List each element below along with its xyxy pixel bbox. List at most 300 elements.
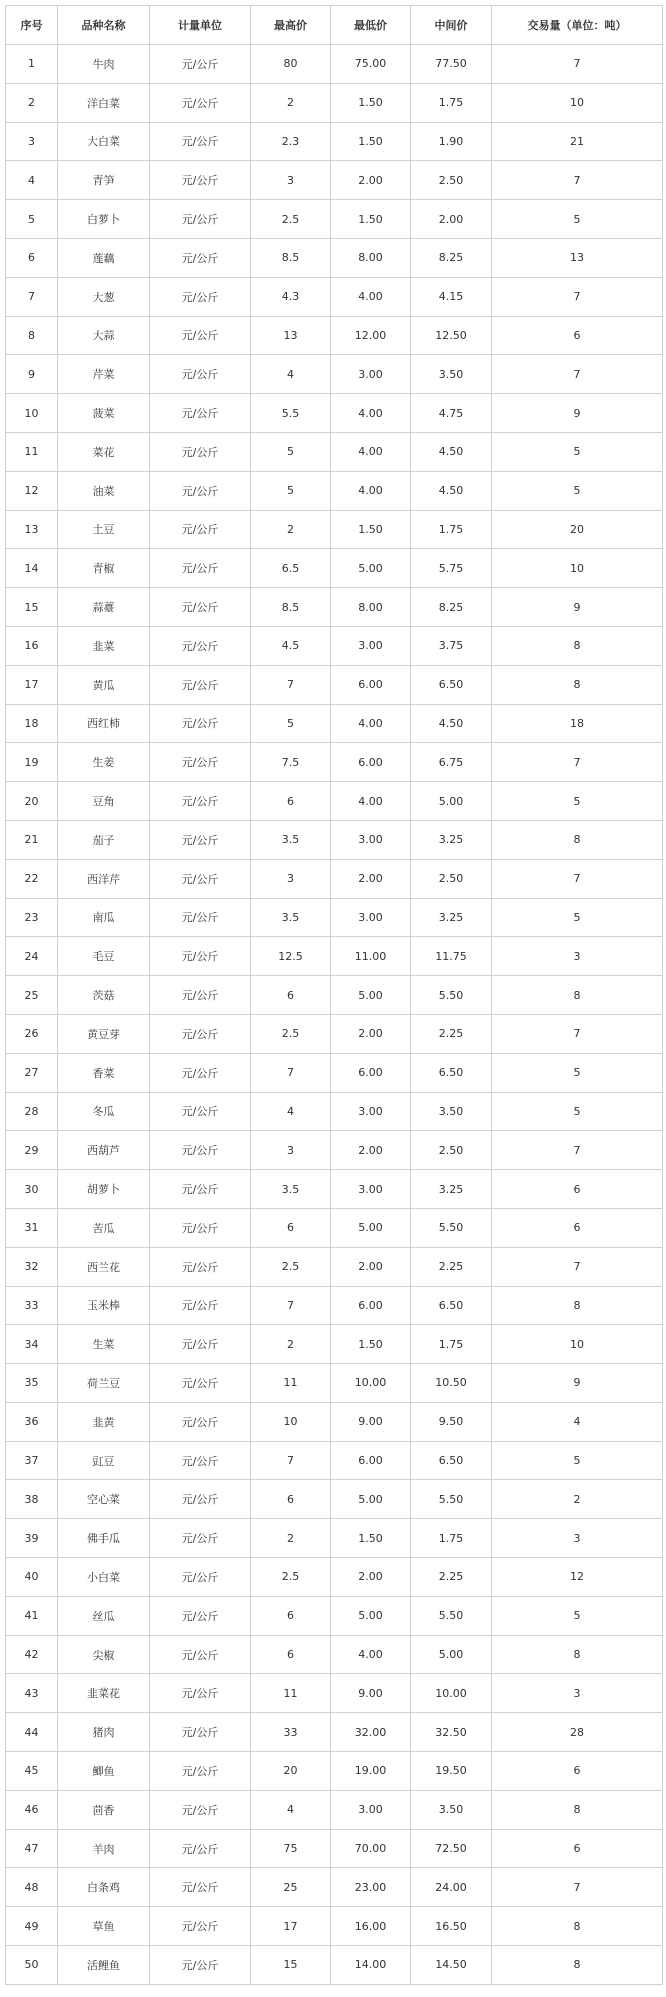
table-row: [6, 1558, 663, 1597]
cell-volume: 6: [492, 316, 663, 355]
cell-mid-price: 14.50: [411, 1946, 492, 1985]
cell-mid-price: 8.25: [411, 588, 492, 627]
cell-low-price: 2.00: [331, 859, 411, 898]
price-table-container: [5, 5, 663, 1985]
cell-index: 34: [6, 1325, 58, 1364]
cell-high-price: 4: [251, 1092, 331, 1131]
cell-index: 15: [6, 588, 58, 627]
cell-high-price: 6: [251, 782, 331, 821]
cell-high-price: 11: [251, 1674, 331, 1713]
header-volume: 交易量（单位：吨）: [492, 6, 663, 45]
cell-high-price: 11: [251, 1364, 331, 1403]
cell-low-price: 1.50: [331, 1325, 411, 1364]
cell-high-price: 15: [251, 1946, 331, 1985]
cell-low-price: 4.00: [331, 394, 411, 433]
cell-name: 猪肉: [58, 1713, 150, 1752]
cell-low-price: 1.50: [331, 122, 411, 161]
cell-high-price: 7: [251, 665, 331, 704]
cell-high-price: 2: [251, 510, 331, 549]
table-row: [6, 394, 663, 433]
cell-low-price: 70.00: [331, 1829, 411, 1868]
cell-volume: 5: [492, 200, 663, 239]
cell-mid-price: 4.50: [411, 432, 492, 471]
cell-index: 12: [6, 471, 58, 510]
cell-name: 丝瓜: [58, 1596, 150, 1635]
cell-index: 1: [6, 45, 58, 84]
cell-low-price: 2.00: [331, 1014, 411, 1053]
header-low-price: 最低价: [331, 6, 411, 45]
cell-mid-price: 3.50: [411, 1092, 492, 1131]
cell-index: 48: [6, 1868, 58, 1907]
cell-unit: 元/公斤: [150, 1674, 251, 1713]
cell-volume: 10: [492, 83, 663, 122]
cell-name: 生菜: [58, 1325, 150, 1364]
cell-name: 洋白菜: [58, 83, 150, 122]
cell-mid-price: 2.50: [411, 859, 492, 898]
cell-index: 35: [6, 1364, 58, 1403]
cell-index: 8: [6, 316, 58, 355]
cell-volume: 3: [492, 1674, 663, 1713]
cell-mid-price: 24.00: [411, 1868, 492, 1907]
cell-unit: 元/公斤: [150, 1480, 251, 1519]
cell-mid-price: 2.00: [411, 200, 492, 239]
cell-low-price: 16.00: [331, 1907, 411, 1946]
table-row: [6, 1441, 663, 1480]
cell-name: 菜花: [58, 432, 150, 471]
cell-volume: 7: [492, 1868, 663, 1907]
table-row: [6, 1790, 663, 1829]
cell-volume: 7: [492, 161, 663, 200]
cell-unit: 元/公斤: [150, 1752, 251, 1791]
cell-unit: 元/公斤: [150, 976, 251, 1015]
cell-mid-price: 5.50: [411, 976, 492, 1015]
cell-index: 45: [6, 1752, 58, 1791]
cell-low-price: 4.00: [331, 277, 411, 316]
cell-mid-price: 6.50: [411, 1441, 492, 1480]
cell-volume: 5: [492, 1092, 663, 1131]
table-row: [6, 743, 663, 782]
cell-mid-price: 6.50: [411, 665, 492, 704]
cell-name: 油菜: [58, 471, 150, 510]
cell-volume: 10: [492, 549, 663, 588]
cell-unit: 元/公斤: [150, 238, 251, 277]
cell-mid-price: 4.75: [411, 394, 492, 433]
cell-low-price: 12.00: [331, 316, 411, 355]
cell-mid-price: 5.50: [411, 1208, 492, 1247]
cell-high-price: 6: [251, 976, 331, 1015]
cell-volume: 6: [492, 1170, 663, 1209]
cell-name: 菠菜: [58, 394, 150, 433]
cell-low-price: 1.50: [331, 200, 411, 239]
cell-index: 47: [6, 1829, 58, 1868]
table-row: [6, 432, 663, 471]
cell-volume: 18: [492, 704, 663, 743]
cell-name: 茨菇: [58, 976, 150, 1015]
cell-low-price: 5.00: [331, 1596, 411, 1635]
cell-high-price: 2: [251, 83, 331, 122]
cell-name: 黄豆芽: [58, 1014, 150, 1053]
cell-unit: 元/公斤: [150, 588, 251, 627]
cell-high-price: 7: [251, 1286, 331, 1325]
cell-high-price: 4.5: [251, 626, 331, 665]
cell-mid-price: 5.75: [411, 549, 492, 588]
table-row: [6, 1829, 663, 1868]
cell-low-price: 23.00: [331, 1868, 411, 1907]
cell-mid-price: 3.50: [411, 1790, 492, 1829]
cell-name: 生姜: [58, 743, 150, 782]
cell-name: 苦瓜: [58, 1208, 150, 1247]
cell-high-price: 3.5: [251, 1170, 331, 1209]
cell-unit: 元/公斤: [150, 122, 251, 161]
cell-index: 37: [6, 1441, 58, 1480]
cell-mid-price: 9.50: [411, 1402, 492, 1441]
cell-high-price: 17: [251, 1907, 331, 1946]
cell-index: 5: [6, 200, 58, 239]
cell-high-price: 8.5: [251, 238, 331, 277]
cell-low-price: 3.00: [331, 355, 411, 394]
table-row: [6, 1946, 663, 1985]
cell-name: 空心菜: [58, 1480, 150, 1519]
cell-high-price: 6.5: [251, 549, 331, 588]
cell-high-price: 2.5: [251, 1558, 331, 1597]
cell-index: 22: [6, 859, 58, 898]
cell-high-price: 2.5: [251, 1247, 331, 1286]
cell-index: 36: [6, 1402, 58, 1441]
cell-index: 43: [6, 1674, 58, 1713]
cell-volume: 12: [492, 1558, 663, 1597]
cell-volume: 13: [492, 238, 663, 277]
cell-name: 毛豆: [58, 937, 150, 976]
cell-low-price: 4.00: [331, 1635, 411, 1674]
cell-unit: 元/公斤: [150, 45, 251, 84]
cell-name: 活鲤鱼: [58, 1946, 150, 1985]
cell-high-price: 33: [251, 1713, 331, 1752]
cell-index: 18: [6, 704, 58, 743]
cell-low-price: 2.00: [331, 1247, 411, 1286]
table-row: [6, 200, 663, 239]
table-row: [6, 1170, 663, 1209]
cell-unit: 元/公斤: [150, 1441, 251, 1480]
cell-name: 青笋: [58, 161, 150, 200]
cell-name: 茄子: [58, 820, 150, 859]
cell-high-price: 80: [251, 45, 331, 84]
cell-low-price: 3.00: [331, 1092, 411, 1131]
cell-volume: 20: [492, 510, 663, 549]
cell-low-price: 4.00: [331, 704, 411, 743]
table-row: [6, 1596, 663, 1635]
cell-index: 38: [6, 1480, 58, 1519]
cell-mid-price: 2.50: [411, 161, 492, 200]
cell-index: 7: [6, 277, 58, 316]
cell-mid-price: 32.50: [411, 1713, 492, 1752]
cell-index: 50: [6, 1946, 58, 1985]
cell-name: 韭黄: [58, 1402, 150, 1441]
table-row: [6, 161, 663, 200]
cell-high-price: 2: [251, 1519, 331, 1558]
cell-high-price: 6: [251, 1635, 331, 1674]
cell-unit: 元/公斤: [150, 277, 251, 316]
cell-unit: 元/公斤: [150, 1247, 251, 1286]
cell-name: 韭菜花: [58, 1674, 150, 1713]
cell-high-price: 3.5: [251, 898, 331, 937]
cell-high-price: 7.5: [251, 743, 331, 782]
cell-index: 14: [6, 549, 58, 588]
cell-name: 玉米棒: [58, 1286, 150, 1325]
table-row: [6, 510, 663, 549]
cell-name: 胡萝卜: [58, 1170, 150, 1209]
cell-high-price: 2.5: [251, 200, 331, 239]
cell-name: 尖椒: [58, 1635, 150, 1674]
table-row: [6, 238, 663, 277]
cell-low-price: 4.00: [331, 782, 411, 821]
cell-volume: 10: [492, 1325, 663, 1364]
cell-unit: 元/公斤: [150, 200, 251, 239]
table-row: [6, 316, 663, 355]
cell-low-price: 1.50: [331, 83, 411, 122]
table-row: [6, 626, 663, 665]
cell-volume: 28: [492, 1713, 663, 1752]
cell-index: 26: [6, 1014, 58, 1053]
cell-mid-price: 3.25: [411, 1170, 492, 1209]
cell-low-price: 6.00: [331, 743, 411, 782]
cell-mid-price: 72.50: [411, 1829, 492, 1868]
cell-high-price: 7: [251, 1053, 331, 1092]
cell-low-price: 3.00: [331, 820, 411, 859]
cell-volume: 8: [492, 820, 663, 859]
cell-name: 豆角: [58, 782, 150, 821]
cell-low-price: 5.00: [331, 976, 411, 1015]
header-row: [6, 6, 663, 45]
table-row: [6, 355, 663, 394]
cell-low-price: 8.00: [331, 238, 411, 277]
cell-volume: 5: [492, 1053, 663, 1092]
cell-unit: 元/公斤: [150, 1286, 251, 1325]
cell-name: 白条鸡: [58, 1868, 150, 1907]
table-row: [6, 1402, 663, 1441]
cell-high-price: 4: [251, 1790, 331, 1829]
table-row: [6, 1092, 663, 1131]
cell-index: 32: [6, 1247, 58, 1286]
table-row: [6, 1674, 663, 1713]
cell-low-price: 4.00: [331, 471, 411, 510]
cell-volume: 21: [492, 122, 663, 161]
table-row: [6, 83, 663, 122]
cell-unit: 元/公斤: [150, 665, 251, 704]
cell-low-price: 4.00: [331, 432, 411, 471]
cell-name: 冬瓜: [58, 1092, 150, 1131]
cell-index: 21: [6, 820, 58, 859]
cell-high-price: 5: [251, 704, 331, 743]
cell-name: 大蒜: [58, 316, 150, 355]
cell-name: 莲藕: [58, 238, 150, 277]
cell-unit: 元/公斤: [150, 1596, 251, 1635]
cell-unit: 元/公斤: [150, 83, 251, 122]
cell-name: 白萝卜: [58, 200, 150, 239]
cell-index: 25: [6, 976, 58, 1015]
table-row: [6, 471, 663, 510]
table-row: [6, 1713, 663, 1752]
cell-volume: 8: [492, 1946, 663, 1985]
cell-unit: 元/公斤: [150, 1790, 251, 1829]
cell-low-price: 5.00: [331, 549, 411, 588]
header-index: 序号: [6, 6, 58, 45]
cell-index: 28: [6, 1092, 58, 1131]
cell-name: 小白菜: [58, 1558, 150, 1597]
cell-mid-price: 6.50: [411, 1053, 492, 1092]
cell-volume: 6: [492, 1829, 663, 1868]
table-row: [6, 1208, 663, 1247]
cell-low-price: 2.00: [331, 1558, 411, 1597]
cell-mid-price: 4.50: [411, 471, 492, 510]
cell-mid-price: 6.50: [411, 1286, 492, 1325]
cell-name: 鲫鱼: [58, 1752, 150, 1791]
cell-index: 30: [6, 1170, 58, 1209]
cell-volume: 9: [492, 1364, 663, 1403]
cell-mid-price: 5.50: [411, 1480, 492, 1519]
cell-unit: 元/公斤: [150, 1364, 251, 1403]
cell-unit: 元/公斤: [150, 1713, 251, 1752]
cell-low-price: 3.00: [331, 1790, 411, 1829]
cell-low-price: 75.00: [331, 45, 411, 84]
cell-unit: 元/公斤: [150, 1208, 251, 1247]
cell-mid-price: 5.50: [411, 1596, 492, 1635]
cell-high-price: 7: [251, 1441, 331, 1480]
cell-name: 西红柿: [58, 704, 150, 743]
cell-high-price: 2: [251, 1325, 331, 1364]
cell-mid-price: 3.25: [411, 898, 492, 937]
cell-unit: 元/公斤: [150, 1402, 251, 1441]
cell-mid-price: 12.50: [411, 316, 492, 355]
cell-high-price: 3: [251, 1131, 331, 1170]
cell-index: 16: [6, 626, 58, 665]
cell-name: 佛手瓜: [58, 1519, 150, 1558]
cell-volume: 3: [492, 1519, 663, 1558]
cell-volume: 8: [492, 665, 663, 704]
table-row: [6, 1014, 663, 1053]
header-mid-price: 中间价: [411, 6, 492, 45]
cell-unit: 元/公斤: [150, 859, 251, 898]
cell-low-price: 10.00: [331, 1364, 411, 1403]
cell-name: 草鱼: [58, 1907, 150, 1946]
cell-low-price: 1.50: [331, 1519, 411, 1558]
cell-low-price: 5.00: [331, 1480, 411, 1519]
cell-name: 荷兰豆: [58, 1364, 150, 1403]
cell-name: 羊肉: [58, 1829, 150, 1868]
cell-index: 4: [6, 161, 58, 200]
cell-index: 3: [6, 122, 58, 161]
table-row: [6, 859, 663, 898]
table-row: [6, 665, 663, 704]
cell-high-price: 4: [251, 355, 331, 394]
price-table: [5, 5, 663, 1985]
table-row: [6, 937, 663, 976]
cell-low-price: 14.00: [331, 1946, 411, 1985]
table-row: [6, 1325, 663, 1364]
cell-low-price: 6.00: [331, 1053, 411, 1092]
cell-volume: 7: [492, 45, 663, 84]
table-row: [6, 549, 663, 588]
cell-mid-price: 11.75: [411, 937, 492, 976]
cell-high-price: 3.5: [251, 820, 331, 859]
cell-high-price: 25: [251, 1868, 331, 1907]
cell-index: 46: [6, 1790, 58, 1829]
cell-unit: 元/公斤: [150, 161, 251, 200]
cell-unit: 元/公斤: [150, 626, 251, 665]
cell-unit: 元/公斤: [150, 316, 251, 355]
cell-mid-price: 1.75: [411, 83, 492, 122]
cell-high-price: 2.3: [251, 122, 331, 161]
cell-mid-price: 4.50: [411, 704, 492, 743]
cell-index: 23: [6, 898, 58, 937]
cell-unit: 元/公斤: [150, 820, 251, 859]
cell-high-price: 6: [251, 1596, 331, 1635]
cell-unit: 元/公斤: [150, 704, 251, 743]
cell-unit: 元/公斤: [150, 1325, 251, 1364]
cell-volume: 7: [492, 1247, 663, 1286]
cell-low-price: 2.00: [331, 1131, 411, 1170]
cell-mid-price: 3.75: [411, 626, 492, 665]
cell-mid-price: 2.50: [411, 1131, 492, 1170]
table-row: [6, 277, 663, 316]
cell-volume: 8: [492, 626, 663, 665]
cell-index: 42: [6, 1635, 58, 1674]
table-row: [6, 45, 663, 84]
cell-unit: 元/公斤: [150, 782, 251, 821]
cell-high-price: 6: [251, 1208, 331, 1247]
cell-index: 27: [6, 1053, 58, 1092]
cell-name: 西葫芦: [58, 1131, 150, 1170]
table-row: [6, 1480, 663, 1519]
cell-name: 黄瓜: [58, 665, 150, 704]
cell-high-price: 6: [251, 1480, 331, 1519]
cell-high-price: 3: [251, 161, 331, 200]
cell-volume: 8: [492, 1907, 663, 1946]
cell-volume: 5: [492, 1441, 663, 1480]
cell-mid-price: 1.75: [411, 1519, 492, 1558]
cell-unit: 元/公斤: [150, 1868, 251, 1907]
cell-name: 豇豆: [58, 1441, 150, 1480]
cell-name: 大白菜: [58, 122, 150, 161]
cell-volume: 6: [492, 1752, 663, 1791]
cell-index: 31: [6, 1208, 58, 1247]
table-row: [6, 1286, 663, 1325]
cell-unit: 元/公斤: [150, 394, 251, 433]
table-row: [6, 122, 663, 161]
table-row: [6, 704, 663, 743]
cell-volume: 9: [492, 588, 663, 627]
cell-name: 西洋芹: [58, 859, 150, 898]
cell-low-price: 32.00: [331, 1713, 411, 1752]
cell-unit: 元/公斤: [150, 1053, 251, 1092]
cell-volume: 7: [492, 1131, 663, 1170]
cell-mid-price: 2.25: [411, 1558, 492, 1597]
cell-name: 茴香: [58, 1790, 150, 1829]
table-row: [6, 1519, 663, 1558]
cell-index: 44: [6, 1713, 58, 1752]
cell-volume: 2: [492, 1480, 663, 1519]
cell-volume: 8: [492, 1635, 663, 1674]
cell-unit: 元/公斤: [150, 1907, 251, 1946]
cell-index: 40: [6, 1558, 58, 1597]
cell-unit: 元/公斤: [150, 1014, 251, 1053]
table-row: [6, 820, 663, 859]
cell-high-price: 2.5: [251, 1014, 331, 1053]
cell-unit: 元/公斤: [150, 1829, 251, 1868]
cell-volume: 7: [492, 355, 663, 394]
cell-mid-price: 6.75: [411, 743, 492, 782]
cell-name: 韭菜: [58, 626, 150, 665]
cell-index: 11: [6, 432, 58, 471]
